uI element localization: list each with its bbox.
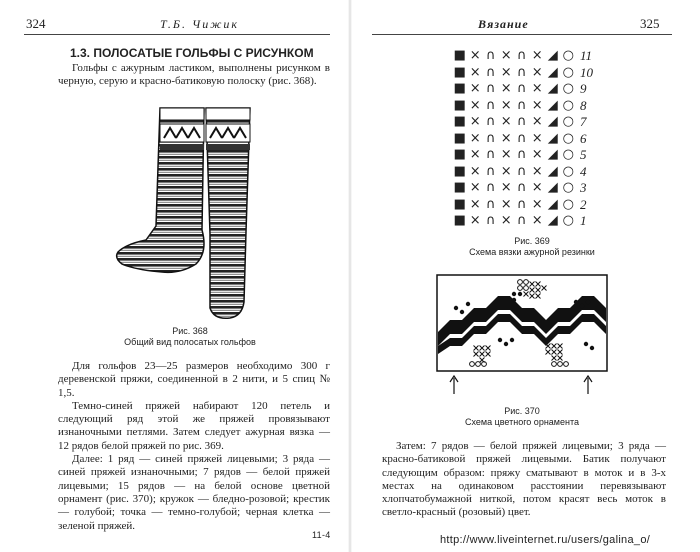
chart-369-symbol: ■ bbox=[453, 180, 466, 195]
chart-369-symbol: × bbox=[531, 130, 543, 146]
body-text-right: Затем: 7 рядов — белой пряжей лицевыми; 3 ряда — красно-батиковой пряжей лицевыми. Батик получают следующим образом: пряжу сматывают в моток и в 3-х местах на одинаковом расстоянии перевязывают хлопчатобумажной ниткой, потом красят весь моток в светло-красный (розовый) цвет. bbox=[382, 440, 666, 519]
ornament-dot bbox=[466, 302, 470, 306]
chart-369-symbol: ∩ bbox=[516, 163, 527, 179]
chart-369-row bbox=[452, 81, 612, 98]
ornament-dot bbox=[512, 292, 516, 296]
chart-369-row bbox=[452, 98, 612, 115]
chart-369-row bbox=[452, 180, 612, 197]
chart-369-symbol: × bbox=[469, 48, 481, 63]
chart-369-row-number: 6 bbox=[580, 130, 587, 146]
chart-369-symbol: ∩ bbox=[516, 48, 527, 63]
chart-369-symbol: ○ bbox=[562, 48, 574, 63]
chart-369-symbol: ∩ bbox=[485, 114, 496, 129]
chart-369-symbol: ◢ bbox=[547, 196, 558, 212]
chart-369-symbol: ■ bbox=[453, 130, 466, 146]
chart-369-symbol: ∩ bbox=[516, 147, 527, 162]
chart-369-symbol: ∩ bbox=[516, 213, 527, 228]
chart-369-symbol: ○ bbox=[562, 213, 574, 228]
chart-369-row-number: 4 bbox=[580, 163, 587, 179]
figure-369-title: Схема вязки ажурной резинки bbox=[469, 247, 595, 257]
chart-369-symbol: ◢ bbox=[547, 48, 558, 63]
chart-369-symbol: ∩ bbox=[485, 97, 496, 113]
chart-369-symbol: ∩ bbox=[485, 163, 496, 179]
figure-368-caption bbox=[110, 326, 270, 348]
right-running-head: Вязание bbox=[478, 17, 529, 31]
chart-369-row-number: 10 bbox=[580, 64, 593, 80]
chart-369-symbol: ∩ bbox=[485, 196, 496, 212]
left-header-rule bbox=[24, 34, 330, 35]
chart-369-symbol: ◢ bbox=[547, 213, 558, 228]
chart-369-row bbox=[452, 213, 612, 230]
chart-369-symbol: ∩ bbox=[516, 114, 527, 129]
chart-369-symbol: × bbox=[469, 196, 481, 212]
chart-369-symbol: ∩ bbox=[485, 180, 496, 195]
chart-369-symbol: ∩ bbox=[516, 180, 527, 195]
chart-369-symbol: × bbox=[500, 48, 512, 63]
color-ornament-chart-370 bbox=[436, 274, 608, 398]
chart-369-symbol: × bbox=[469, 213, 481, 228]
chart-369-symbol: × bbox=[469, 97, 481, 113]
ornament-dot bbox=[460, 310, 464, 314]
chart-369-symbol: × bbox=[531, 196, 543, 212]
chart-369-symbol: ∩ bbox=[485, 81, 496, 96]
chart-369-symbol: × bbox=[500, 213, 512, 228]
chart-369-symbol: ■ bbox=[453, 64, 466, 80]
footer-url[interactable]: http://www.liveinternet.ru/users/galina_o/ bbox=[440, 534, 651, 546]
chart-369-symbol: ◢ bbox=[547, 180, 558, 195]
chart-369-row bbox=[452, 164, 612, 181]
chart-369-row bbox=[452, 114, 612, 131]
chart-369-symbol: × bbox=[469, 130, 481, 146]
chart-369-symbol: ∩ bbox=[485, 213, 496, 228]
chart-369-row-number: 11 bbox=[580, 48, 593, 63]
chart-369-row-number: 3 bbox=[580, 180, 587, 195]
chart-369-symbol: × bbox=[531, 64, 543, 80]
book-gutter bbox=[348, 0, 352, 552]
chart-369-symbol: ◢ bbox=[547, 97, 558, 113]
figure-370-title: Схема цветного орнамента bbox=[464, 417, 579, 427]
chart-369-symbol: × bbox=[531, 147, 543, 162]
chart-369-symbol: × bbox=[500, 97, 512, 113]
knitting-chart-369 bbox=[452, 48, 612, 234]
chart-369-symbol: ◢ bbox=[547, 64, 558, 80]
chart-369-symbol: ∩ bbox=[516, 196, 527, 212]
chart-369-symbol: × bbox=[531, 97, 543, 113]
chart-369-symbol: ■ bbox=[453, 48, 466, 63]
figure-370-caption bbox=[436, 406, 608, 428]
ornament-dot bbox=[498, 338, 502, 342]
chart-369-symbol: ■ bbox=[453, 196, 466, 212]
chart-369-symbol: × bbox=[469, 114, 481, 129]
chart-369-symbol: × bbox=[531, 213, 543, 228]
ornament-dot bbox=[454, 306, 458, 310]
chart-369-symbol: × bbox=[531, 114, 543, 129]
chart-369-symbol: × bbox=[500, 130, 512, 146]
ornament-dot bbox=[512, 298, 516, 302]
signature-mark: 11-4 bbox=[312, 530, 331, 540]
chart-369-row-number: 1 bbox=[580, 213, 587, 228]
intro-paragraph: Гольфы с ажурным ластиком, выполнены рисунком в черную, серую и красно-батиковую полоску (рис. 368). bbox=[58, 62, 330, 88]
paragraph-materials: Для гольфов 23—25 размеров необходимо 300 г деревенской пряжи, соединенной в 2 нити, и 5 спиц № 1,5. bbox=[58, 360, 330, 399]
figure-370-label: Рис. 370 bbox=[504, 406, 540, 416]
chart-369-symbol: ∩ bbox=[485, 64, 496, 80]
chart-369-symbol: × bbox=[500, 81, 512, 96]
chart-369-row-number: 9 bbox=[580, 81, 587, 96]
chart-369-symbol: × bbox=[531, 81, 543, 96]
left-running-head: Т.Б. Чижик bbox=[160, 17, 240, 31]
section-title: 1.3. ПОЛОСАТЫЕ ГОЛЬФЫ С РИСУНКОМ bbox=[70, 46, 314, 60]
paragraph-cast-on: Темно-синей пряжей набирают 120 петель и следующий ряд этой же пряжей провязывают изнаночными петлями. Затем следует ажурная вязка — 12 рядов белой пряжей по рис. 369. bbox=[58, 399, 330, 452]
chart-369-symbol: × bbox=[469, 147, 481, 162]
chart-369-row bbox=[452, 48, 612, 65]
ornament-dot bbox=[586, 300, 590, 304]
ornament-dot bbox=[574, 300, 578, 304]
left-page-number: 324 bbox=[26, 16, 46, 31]
chart-369-row-number: 2 bbox=[580, 196, 587, 212]
chart-369-symbol: ∩ bbox=[485, 130, 496, 146]
chart-369-symbol: × bbox=[469, 64, 481, 80]
chart-369-symbol: × bbox=[500, 180, 512, 195]
chart-369-symbol: × bbox=[531, 48, 543, 63]
chart-369-row bbox=[452, 131, 612, 148]
chart-369-symbol: ∩ bbox=[516, 97, 527, 113]
chart-369-row bbox=[452, 147, 612, 164]
chart-369-symbol: ■ bbox=[453, 147, 466, 162]
ornament-dot bbox=[580, 304, 584, 308]
chart-369-symbol: ■ bbox=[453, 163, 466, 179]
right-page-number: 325 bbox=[640, 16, 660, 31]
chart-369-symbol: ○ bbox=[562, 130, 574, 146]
right-header-rule bbox=[372, 34, 672, 35]
chart-369-row-number: 8 bbox=[580, 97, 587, 113]
figure-368-title: Общий вид полосатых гольфов bbox=[124, 337, 256, 347]
figure-368-label: Рис. 368 bbox=[172, 326, 208, 336]
ornament-dot bbox=[590, 346, 594, 350]
chart-369-symbol: ■ bbox=[453, 213, 466, 228]
chart-369-row bbox=[452, 197, 612, 214]
chart-369-symbol: × bbox=[469, 81, 481, 96]
chart-369-symbol: ○ bbox=[562, 97, 574, 113]
paragraph-stripes: Далее: 1 ряд — синей пряжей лицевыми; 3 ряда — синей пряжей изнаночными; 7 рядов — белой пряжей лицевыми; 15 рядов — на белой основе цветной орнамент (рис. 370); кружок — бледно-розовой; крестик — голубой; точка — темно-голубой; черная клетка — зеленой пряжей. bbox=[58, 453, 330, 532]
chart-369-symbol: × bbox=[500, 196, 512, 212]
chart-369-row-number: 5 bbox=[580, 147, 587, 162]
chart-369-symbol: × bbox=[500, 64, 512, 80]
chart-369-symbol: ∩ bbox=[485, 48, 496, 63]
chart-369-row-number: 7 bbox=[580, 114, 587, 129]
chart-369-symbol: × bbox=[531, 163, 543, 179]
chart-369-symbol: ∩ bbox=[516, 81, 527, 96]
chart-369-symbol: ○ bbox=[562, 180, 574, 195]
chart-369-symbol: ○ bbox=[562, 163, 574, 179]
chart-369-symbol: ◢ bbox=[547, 81, 558, 96]
chart-369-symbol: × bbox=[500, 147, 512, 162]
ornament-dot bbox=[518, 292, 522, 296]
ornament-dot bbox=[510, 338, 514, 342]
chart-369-symbol: ∩ bbox=[516, 64, 527, 80]
chart-369-symbol: ■ bbox=[453, 81, 466, 96]
chart-369-symbol: ○ bbox=[562, 114, 574, 129]
chart-369-symbol: × bbox=[500, 163, 512, 179]
chart-369-symbol: × bbox=[469, 163, 481, 179]
figure-369-label: Рис. 369 bbox=[514, 236, 550, 246]
figure-369-caption bbox=[452, 236, 612, 258]
body-text-left bbox=[58, 360, 330, 533]
ornament-dot bbox=[584, 342, 588, 346]
chart-369-symbol: ◢ bbox=[547, 114, 558, 129]
socks-illustration bbox=[110, 102, 270, 324]
chart-369-symbol: ∩ bbox=[485, 147, 496, 162]
chart-369-symbol: × bbox=[531, 180, 543, 195]
chart-369-symbol: ∩ bbox=[516, 130, 527, 146]
chart-369-symbol: ■ bbox=[453, 97, 466, 113]
chart-369-symbol: × bbox=[500, 114, 512, 129]
chart-369-symbol: × bbox=[469, 180, 481, 195]
chart-369-symbol: ◢ bbox=[547, 130, 558, 146]
chart-369-symbol: ◢ bbox=[547, 163, 558, 179]
chart-369-symbol: ○ bbox=[562, 147, 574, 162]
chart-369-row bbox=[452, 65, 612, 82]
chart-369-symbol: ◢ bbox=[547, 147, 558, 162]
chart-369-symbol: ○ bbox=[562, 64, 574, 80]
chart-369-symbol: ○ bbox=[562, 81, 574, 96]
chart-369-symbol: ○ bbox=[562, 196, 574, 212]
ornament-dot bbox=[504, 342, 508, 346]
chart-369-symbol: ■ bbox=[453, 114, 466, 129]
